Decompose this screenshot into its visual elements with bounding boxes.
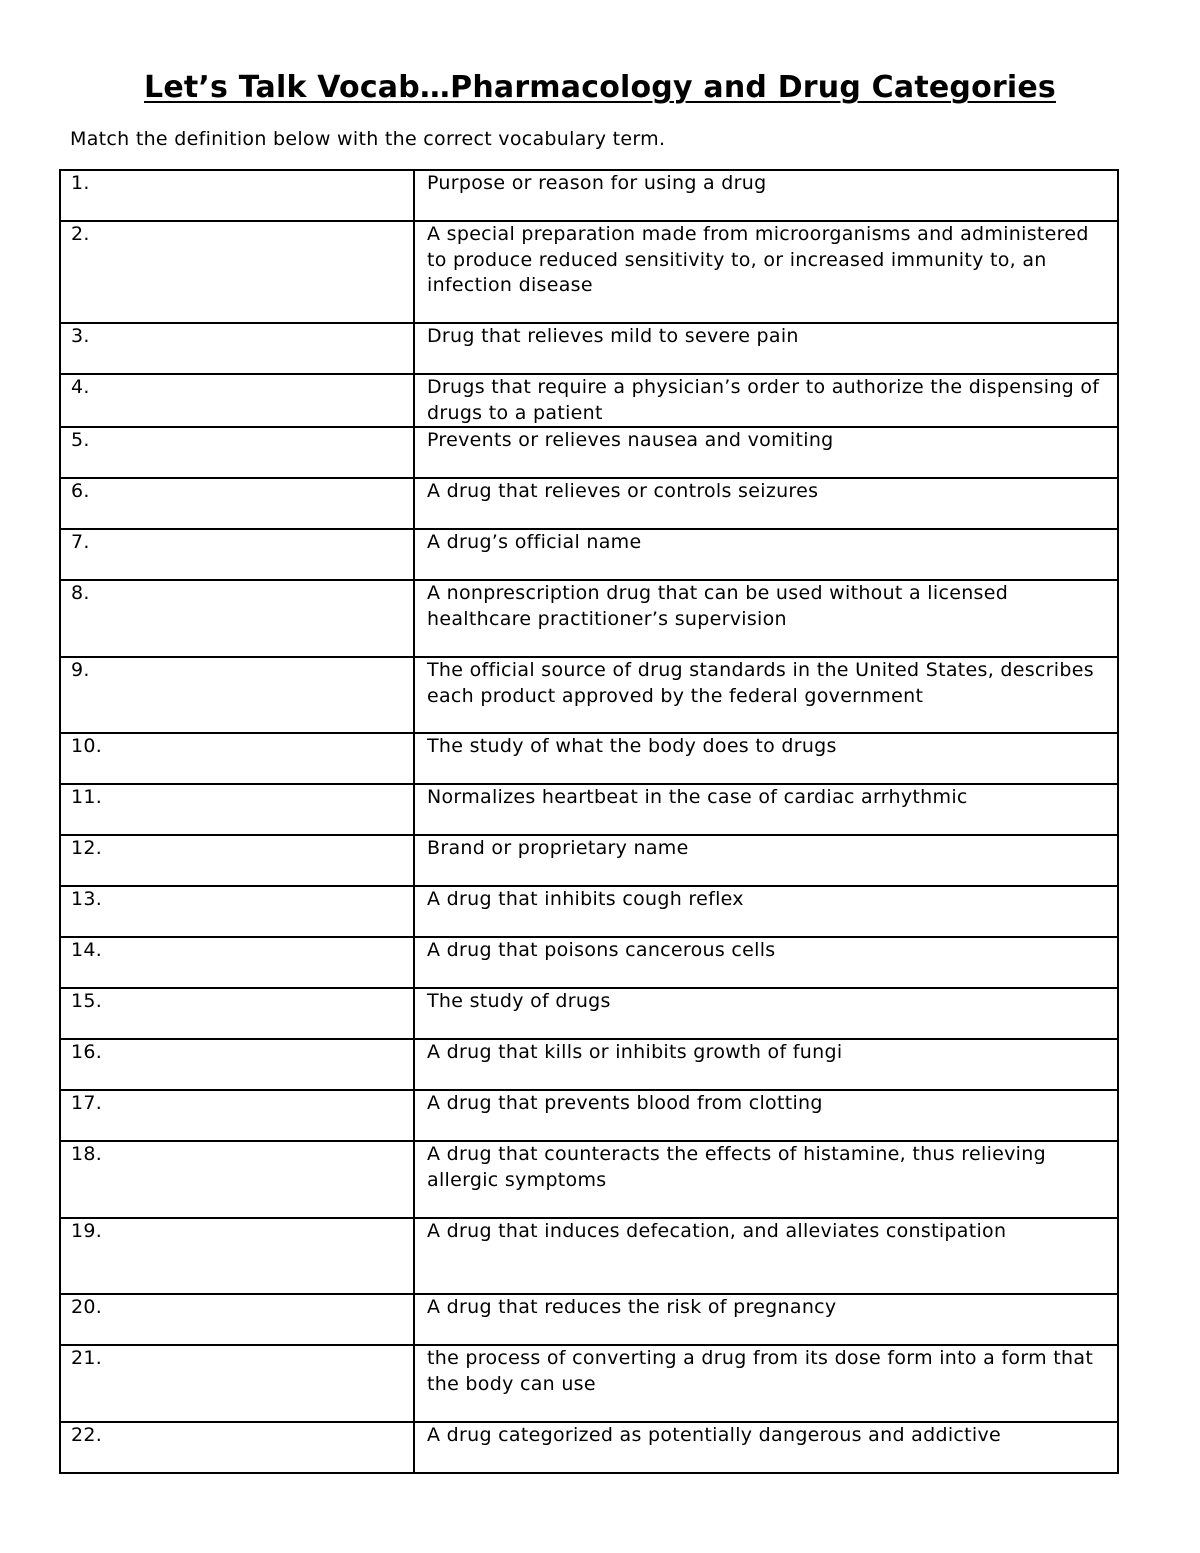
answer-cell[interactable] xyxy=(60,657,414,733)
item-number: 16. xyxy=(71,1041,103,1063)
item-number: 18. xyxy=(71,1143,103,1165)
definition-text: The official source of drug standards in the United States, describes each product approved by the federal government xyxy=(427,659,1094,707)
table-row xyxy=(60,221,1118,323)
vocab-table xyxy=(59,169,1119,1474)
table-row xyxy=(60,1345,1118,1422)
table-row xyxy=(60,1218,1118,1294)
definition-text: Brand or proprietary name xyxy=(427,837,689,859)
item-number: 11. xyxy=(71,786,103,808)
definition-text: A drug that counteracts the effects of histamine, thus relieving allergic symptoms xyxy=(427,1143,1046,1191)
item-number: 5. xyxy=(71,429,90,451)
instructions: Match the definition below with the correct vocabulary term. xyxy=(70,128,666,150)
definition-cell xyxy=(414,937,1118,988)
table-row xyxy=(60,427,1118,478)
table-row xyxy=(60,529,1118,580)
definition-text: The study of what the body does to drugs xyxy=(427,735,837,757)
definition-cell xyxy=(414,886,1118,937)
item-number: 7. xyxy=(71,531,90,553)
item-number: 22. xyxy=(71,1424,103,1446)
definition-text: A special preparation made from microorganisms and administered to produce reduced sensitivity to, or increased immunity to, an infection disease xyxy=(427,223,1089,296)
definition-cell xyxy=(414,1422,1118,1473)
definition-cell xyxy=(414,580,1118,657)
table-row xyxy=(60,988,1118,1039)
answer-cell[interactable] xyxy=(60,733,414,784)
definition-text: A drug’s official name xyxy=(427,531,642,553)
item-number: 13. xyxy=(71,888,103,910)
definition-cell xyxy=(414,733,1118,784)
answer-cell[interactable] xyxy=(60,478,414,529)
table-row xyxy=(60,170,1118,221)
definition-text: A drug that relieves or controls seizures xyxy=(427,480,819,502)
definition-cell xyxy=(414,1141,1118,1218)
item-number: 21. xyxy=(71,1347,103,1369)
answer-cell[interactable] xyxy=(60,529,414,580)
definition-cell xyxy=(414,1294,1118,1345)
definition-cell xyxy=(414,1090,1118,1141)
definition-text: the process of converting a drug from its dose form into a form that the body can use xyxy=(427,1347,1094,1395)
table-row xyxy=(60,1294,1118,1345)
item-number: 3. xyxy=(71,325,90,347)
definition-cell xyxy=(414,657,1118,733)
item-number: 12. xyxy=(71,837,103,859)
table-row xyxy=(60,323,1118,374)
definition-text: Prevents or relieves nausea and vomiting xyxy=(427,429,834,451)
definition-cell xyxy=(414,529,1118,580)
table-row xyxy=(60,886,1118,937)
item-number: 9. xyxy=(71,659,90,681)
item-number: 8. xyxy=(71,582,90,604)
answer-cell[interactable] xyxy=(60,886,414,937)
item-number: 4. xyxy=(71,376,90,398)
answer-cell[interactable] xyxy=(60,937,414,988)
item-number: 2. xyxy=(71,223,90,245)
definition-text: A drug that reduces the risk of pregnancy xyxy=(427,1296,837,1318)
item-number: 1. xyxy=(71,172,90,194)
definition-cell xyxy=(414,784,1118,835)
answer-cell[interactable] xyxy=(60,1218,414,1294)
definition-cell xyxy=(414,221,1118,323)
item-number: 6. xyxy=(71,480,90,502)
definition-text: Purpose or reason for using a drug xyxy=(427,172,767,194)
table-row xyxy=(60,1141,1118,1218)
table-row xyxy=(60,937,1118,988)
definition-text: A drug that prevents blood from clotting xyxy=(427,1092,823,1114)
definition-cell xyxy=(414,427,1118,478)
table-row xyxy=(60,374,1118,427)
answer-cell[interactable] xyxy=(60,784,414,835)
answer-cell[interactable] xyxy=(60,1422,414,1473)
answer-cell[interactable] xyxy=(60,427,414,478)
table-row xyxy=(60,580,1118,657)
table-row xyxy=(60,1090,1118,1141)
answer-cell[interactable] xyxy=(60,1294,414,1345)
definition-cell xyxy=(414,1039,1118,1090)
definition-cell xyxy=(414,1218,1118,1294)
definition-cell xyxy=(414,170,1118,221)
item-number: 14. xyxy=(71,939,103,961)
definition-cell xyxy=(414,988,1118,1039)
page-title: Let’s Talk Vocab…Pharmacology and Drug Categories xyxy=(144,70,1056,105)
answer-cell[interactable] xyxy=(60,1090,414,1141)
definition-text: A drug that induces defecation, and alleviates constipation xyxy=(427,1220,1007,1242)
table-row xyxy=(60,1422,1118,1473)
definition-text: A drug that kills or inhibits growth of fungi xyxy=(427,1041,843,1063)
table-row xyxy=(60,733,1118,784)
table-row xyxy=(60,478,1118,529)
table-row xyxy=(60,657,1118,733)
definition-text: Normalizes heartbeat in the case of cardiac arrhythmic xyxy=(427,786,968,808)
answer-cell[interactable] xyxy=(60,988,414,1039)
vocab-table-body xyxy=(60,170,1118,1473)
table-row xyxy=(60,1039,1118,1090)
definition-text: A nonprescription drug that can be used without a licensed healthcare practitioner’s supervision xyxy=(427,582,1009,630)
definition-text: Drugs that require a physician’s order to authorize the dispensing of drugs to a patient xyxy=(427,376,1100,424)
definition-cell xyxy=(414,374,1118,427)
definition-cell xyxy=(414,478,1118,529)
answer-cell[interactable] xyxy=(60,1141,414,1218)
answer-cell[interactable] xyxy=(60,323,414,374)
definition-text: A drug categorized as potentially dangerous and addictive xyxy=(427,1424,1002,1446)
item-number: 10. xyxy=(71,735,103,757)
item-number: 19. xyxy=(71,1220,103,1242)
answer-cell[interactable] xyxy=(60,1345,414,1422)
definition-text: A drug that poisons cancerous cells xyxy=(427,939,776,961)
table-row xyxy=(60,784,1118,835)
item-number: 15. xyxy=(71,990,103,1012)
answer-cell[interactable] xyxy=(60,1039,414,1090)
table-row xyxy=(60,835,1118,886)
answer-cell[interactable] xyxy=(60,580,414,657)
answer-cell[interactable] xyxy=(60,221,414,323)
definition-text: The study of drugs xyxy=(427,990,611,1012)
definition-cell xyxy=(414,835,1118,886)
item-number: 17. xyxy=(71,1092,103,1114)
definition-text: Drug that relieves mild to severe pain xyxy=(427,325,799,347)
answer-cell[interactable] xyxy=(60,835,414,886)
item-number: 20. xyxy=(71,1296,103,1318)
definition-cell xyxy=(414,323,1118,374)
definition-cell xyxy=(414,1345,1118,1422)
definition-text: A drug that inhibits cough reflex xyxy=(427,888,744,910)
answer-cell[interactable] xyxy=(60,170,414,221)
answer-cell[interactable] xyxy=(60,374,414,427)
